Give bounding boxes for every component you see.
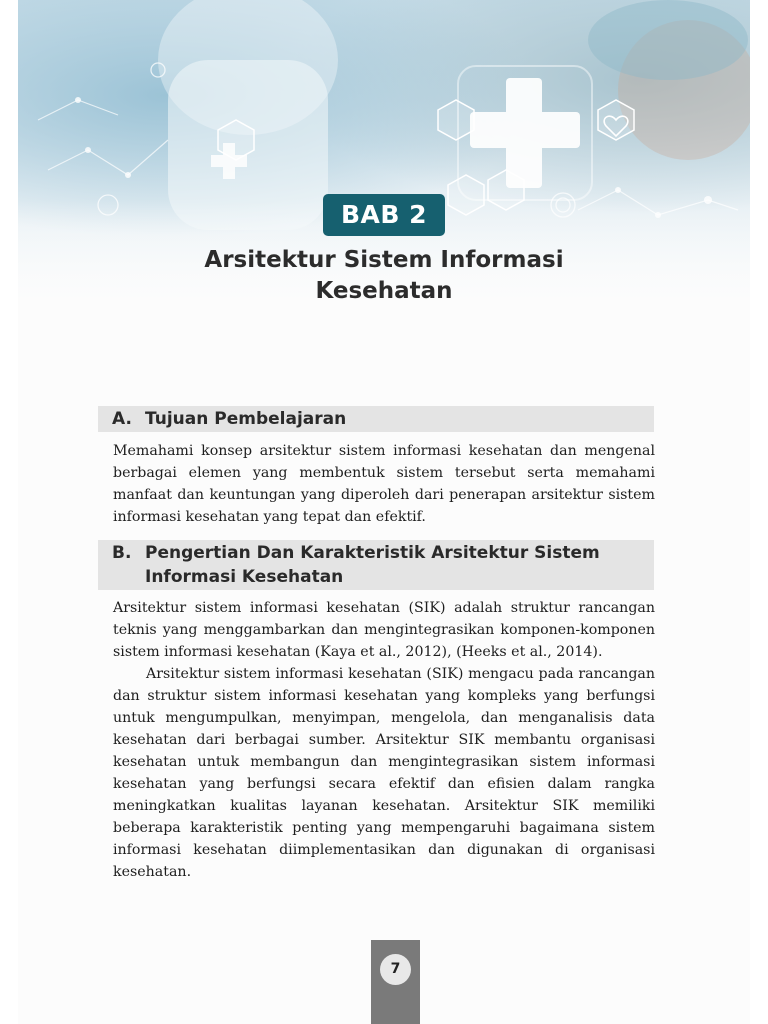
section-b-paragraph-2: Arsitektur sistem informasi kesehatan (SIK) mengacu pada rancangan dan struktur sistem informasi kesehatan yang kompleks yang berfungsi untuk mengumpulkan, menyimpan, mengelola, dan menganalisis data kesehatan dari berbagai sumber. Arsitektur SIK membantu organisasi kesehatan untuk membangun dan mengintegrasikan sistem informasi kesehatan yang berfungsi secara efektif dan efisien dalam rangka meningkatkan kualitas layanan kesehatan. Arsitektur SIK memiliki beberapa karakteristik penting yang mempengaruhi bagaimana sistem informasi kesehatan diimplementasikan dan digunakan di organisasi kesehatan. <box>113 666 655 880</box>
hero-image <box>18 0 750 318</box>
chapter-badge: BAB 2 <box>323 194 445 236</box>
section-b-heading <box>98 540 654 590</box>
page-number: 7 <box>380 954 411 985</box>
section-b-title-line2: Informasi Kesehatan <box>145 567 344 587</box>
page-number-tab <box>371 940 420 1024</box>
section-a-letter: A. <box>112 409 132 429</box>
chapter-title-line2: Kesehatan <box>315 278 453 304</box>
section-b-paragraph-1: Arsitektur sistem informasi kesehatan (SIK) adalah struktur rancangan teknis yang menggambarkan dan mengintegrasikan komponen-komponen sistem informasi kesehatan (Kaya et al., 2012), (Heeks et al., 2014). <box>113 600 655 660</box>
section-b-letter: B. <box>112 543 132 563</box>
section-a-paragraph: Memahami konsep arsitektur sistem informasi kesehatan dan mengenal berbagai elemen yang membentuk sistem tersebut serta memahami manfaat dan keuntungan yang diperoleh dari penerapan arsitektur sistem informasi kesehatan yang tepat dan efektif. <box>113 443 655 525</box>
book-page <box>18 0 750 1024</box>
section-a-title: Tujuan Pembelajaran <box>145 409 347 429</box>
chapter-title <box>98 245 670 307</box>
section-b-title-line1: Pengertian Dan Karakteristik Arsitektur Sistem <box>145 543 600 563</box>
chapter-title-line1: Arsitektur Sistem Informasi <box>204 247 564 273</box>
section-a-heading <box>98 406 654 432</box>
